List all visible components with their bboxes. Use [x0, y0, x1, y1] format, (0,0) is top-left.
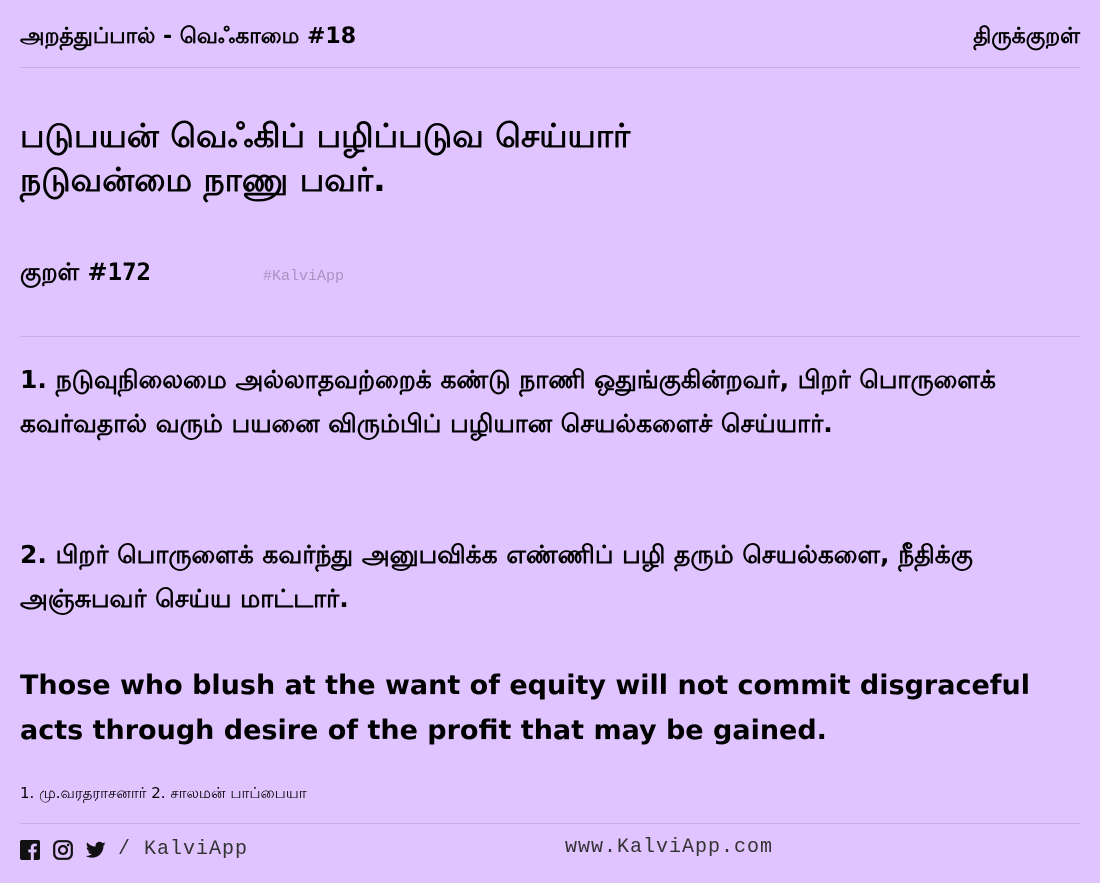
kural-number-label: குறள் # [20, 258, 108, 286]
explanation-1 [20, 358, 1080, 446]
explanation-text: நடுவுநிலைமை அல்லாதவற்றைக் கண்டு நாணி ஒதுங்குகின்றவர், பிறர் பொருளைக் கவர்வதால் வரும் பயனை விரும்பிப் பழியான செயல்களைச் செய்யார். [20, 365, 996, 438]
handle-separator: / [118, 838, 132, 861]
website-link[interactable]: www.KalviApp.com [565, 836, 774, 859]
english-translation: Those who blush at the want of equity will not commit disgraceful acts through desire of the profit that may be gained. [20, 670, 1030, 746]
credits: 1. மு.வரதராசனார் 2. சாலமன் பாப்பையா [20, 784, 307, 802]
kural-line-2: நடுவன்மை நாணு பவர். [20, 160, 386, 199]
chapter-title: அறத்துப்பால் - வெஃகாமை #18 [20, 24, 357, 49]
facebook-icon[interactable] [20, 840, 40, 860]
handle-text: KalviApp [144, 838, 249, 861]
social-handle[interactable] [118, 838, 248, 861]
instagram-icon[interactable] [53, 840, 73, 860]
explanation-number: 2. [20, 540, 47, 569]
hashtag: #KalviApp [263, 268, 345, 285]
kural-line-1: படுபயன் வெஃகிப் பழிப்படுவ செய்யார் [20, 116, 631, 155]
kural-number [20, 258, 151, 289]
explanation-text: பிறர் பொருளைக் கவர்ந்து அனுபவிக்க எண்ணிப் பழி தரும் செயல்களை, நீதிக்கு அஞ்சுபவர் செய்ய மாட்டார். [20, 540, 973, 613]
footer [20, 823, 1080, 883]
social-links [20, 838, 248, 861]
twitter-icon[interactable] [86, 840, 106, 860]
kural-verse [20, 114, 630, 202]
divider [20, 336, 1080, 337]
kural-meta [20, 258, 1080, 298]
kural-number-value: 172 [107, 258, 152, 286]
book-title: திருக்குறள் [973, 24, 1080, 49]
explanation-2 [20, 533, 1080, 621]
header [20, 0, 1080, 68]
explanation-number: 1. [20, 365, 47, 394]
